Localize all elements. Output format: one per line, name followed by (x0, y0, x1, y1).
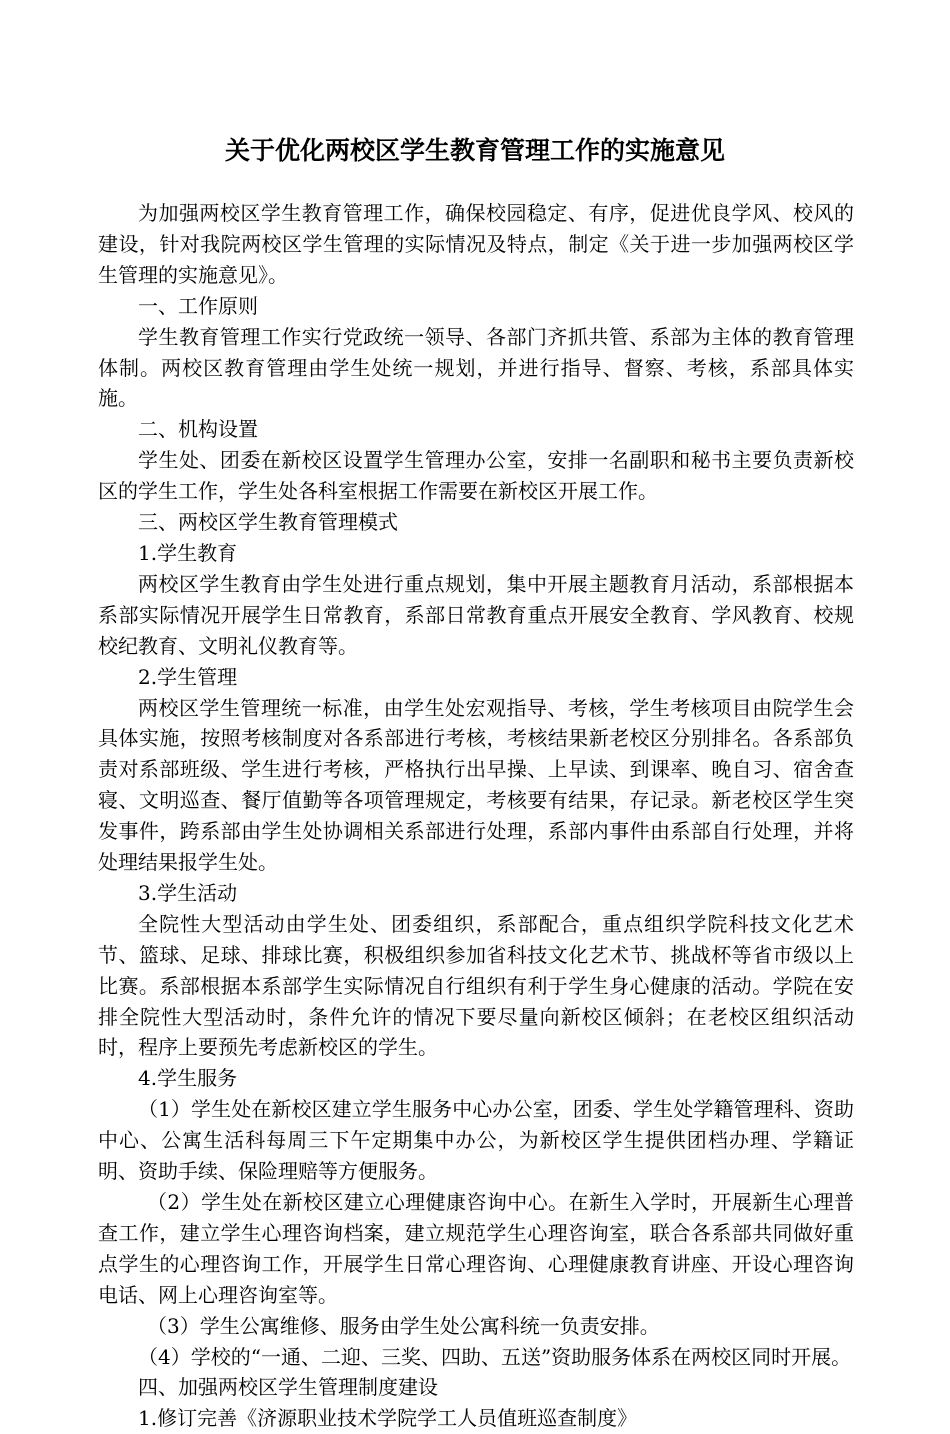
section-heading-organization: 二、机构设置 (138, 417, 258, 442)
section-heading-principles: 一、工作原则 (138, 293, 258, 318)
subheading-education: 1.学生教育 (138, 540, 238, 565)
paragraph-service-1: （1）学生处在新校区建立学生服务中心办公室，团委、学生处学籍管理科、资助中心、公寓生活科每周三下午定期集中办公，为新校区学生提供团档办理、学籍证明、资助手续、保险理赔等方便服务。 (98, 1097, 854, 1184)
subheading-services: 4.学生服务 (138, 1066, 238, 1091)
section-heading-mode: 三、两校区学生教育管理模式 (138, 510, 398, 535)
paragraph-service-2: （2）学生处在新校区建立心理健康咨询中心。在新生入学时，开展新生心理普查工作，建立学生心理咨询档案，建立规范学生心理咨询室，联合各系部共同做好重点学生的心理咨询工作，开展学生日常心理咨询、心理健康教育讲座、开设心理咨询电话、网上心理咨询室等。 (98, 1190, 854, 1307)
paragraph-service-4: （4）学校的“一通、二迎、三奖、四助、五送”资助服务体系在两校区同时开展。 (138, 1344, 852, 1369)
paragraph-service-3: （3）学生公寓维修、服务由学生处公寓科统一负责安排。 (147, 1313, 660, 1338)
paragraph-organization: 学生处、团委在新校区设置学生管理办公室，安排一名副职和秘书主要负责新校区的学生工作，学生处各科室根据工作需要在新校区开展工作。 (98, 448, 854, 504)
paragraph-system-1: 1.修订完善《济源职业技术学院学工人员值班巡查制度》 (138, 1406, 638, 1431)
document-body (98, 198, 854, 1434)
subheading-activities: 3.学生活动 (138, 880, 238, 905)
paragraph-principles: 学生教育管理工作实行党政统一领导、各部门齐抓共管、系部为主体的教育管理体制。两校区教育管理由学生处统一规划，并进行指导、督察、考核，系部具体实施。 (98, 324, 854, 411)
paragraph-activities: 全院性大型活动由学生处、团委组织，系部配合，重点组织学院科技文化艺术节、篮球、足球、排球比赛，积极组织参加省科技文化艺术节、挑战杯等省市级以上比赛。系部根据本系部学生实际情况自行组织有利于学生身心健康的活动。学院在安排全院性大型活动时，条件允许的情况下要尽量向新校区倾斜；在老校区组织活动时，程序上要预先考虑新校区的学生。 (98, 911, 854, 1060)
paragraph-education: 两校区学生教育由学生处进行重点规划，集中开展主题教育月活动，系部根据本系部实际情况开展学生日常教育，系部日常教育重点开展安全教育、学风教育、校规校纪教育、文明礼仪教育等。 (98, 571, 854, 658)
document-title: 关于优化两校区学生教育管理工作的实施意见 (224, 136, 725, 165)
subheading-management: 2.学生管理 (138, 664, 238, 689)
paragraph-intro: 为加强两校区学生教育管理工作，确保校园稳定、有序，促进优良学风、校风的建设，针对我院两校区学生管理的实际情况及特点，制定《关于进一步加强两校区学生管理的实施意见》。 (98, 201, 854, 287)
paragraph-management: 两校区学生管理统一标准，由学生处宏观指导、考核，学生考核项目由院学生会具体实施，按照考核制度对各系部进行考核，考核结果新老校区分别排名。各系部负责对系部班级、学生进行考核，严格执行出早操、上早读、到课率、晚自习、宿舍查寝、文明巡查、餐厅值勤等各项管理规定，考核要有结果，存记录。新老校区学生突发事件，跨系部由学生处协调相关系部进行处理，系部内事件由系部自行处理，并将处理结果报学生处。 (98, 695, 854, 875)
section-heading-system: 四、加强两校区学生管理制度建设 (138, 1375, 438, 1400)
